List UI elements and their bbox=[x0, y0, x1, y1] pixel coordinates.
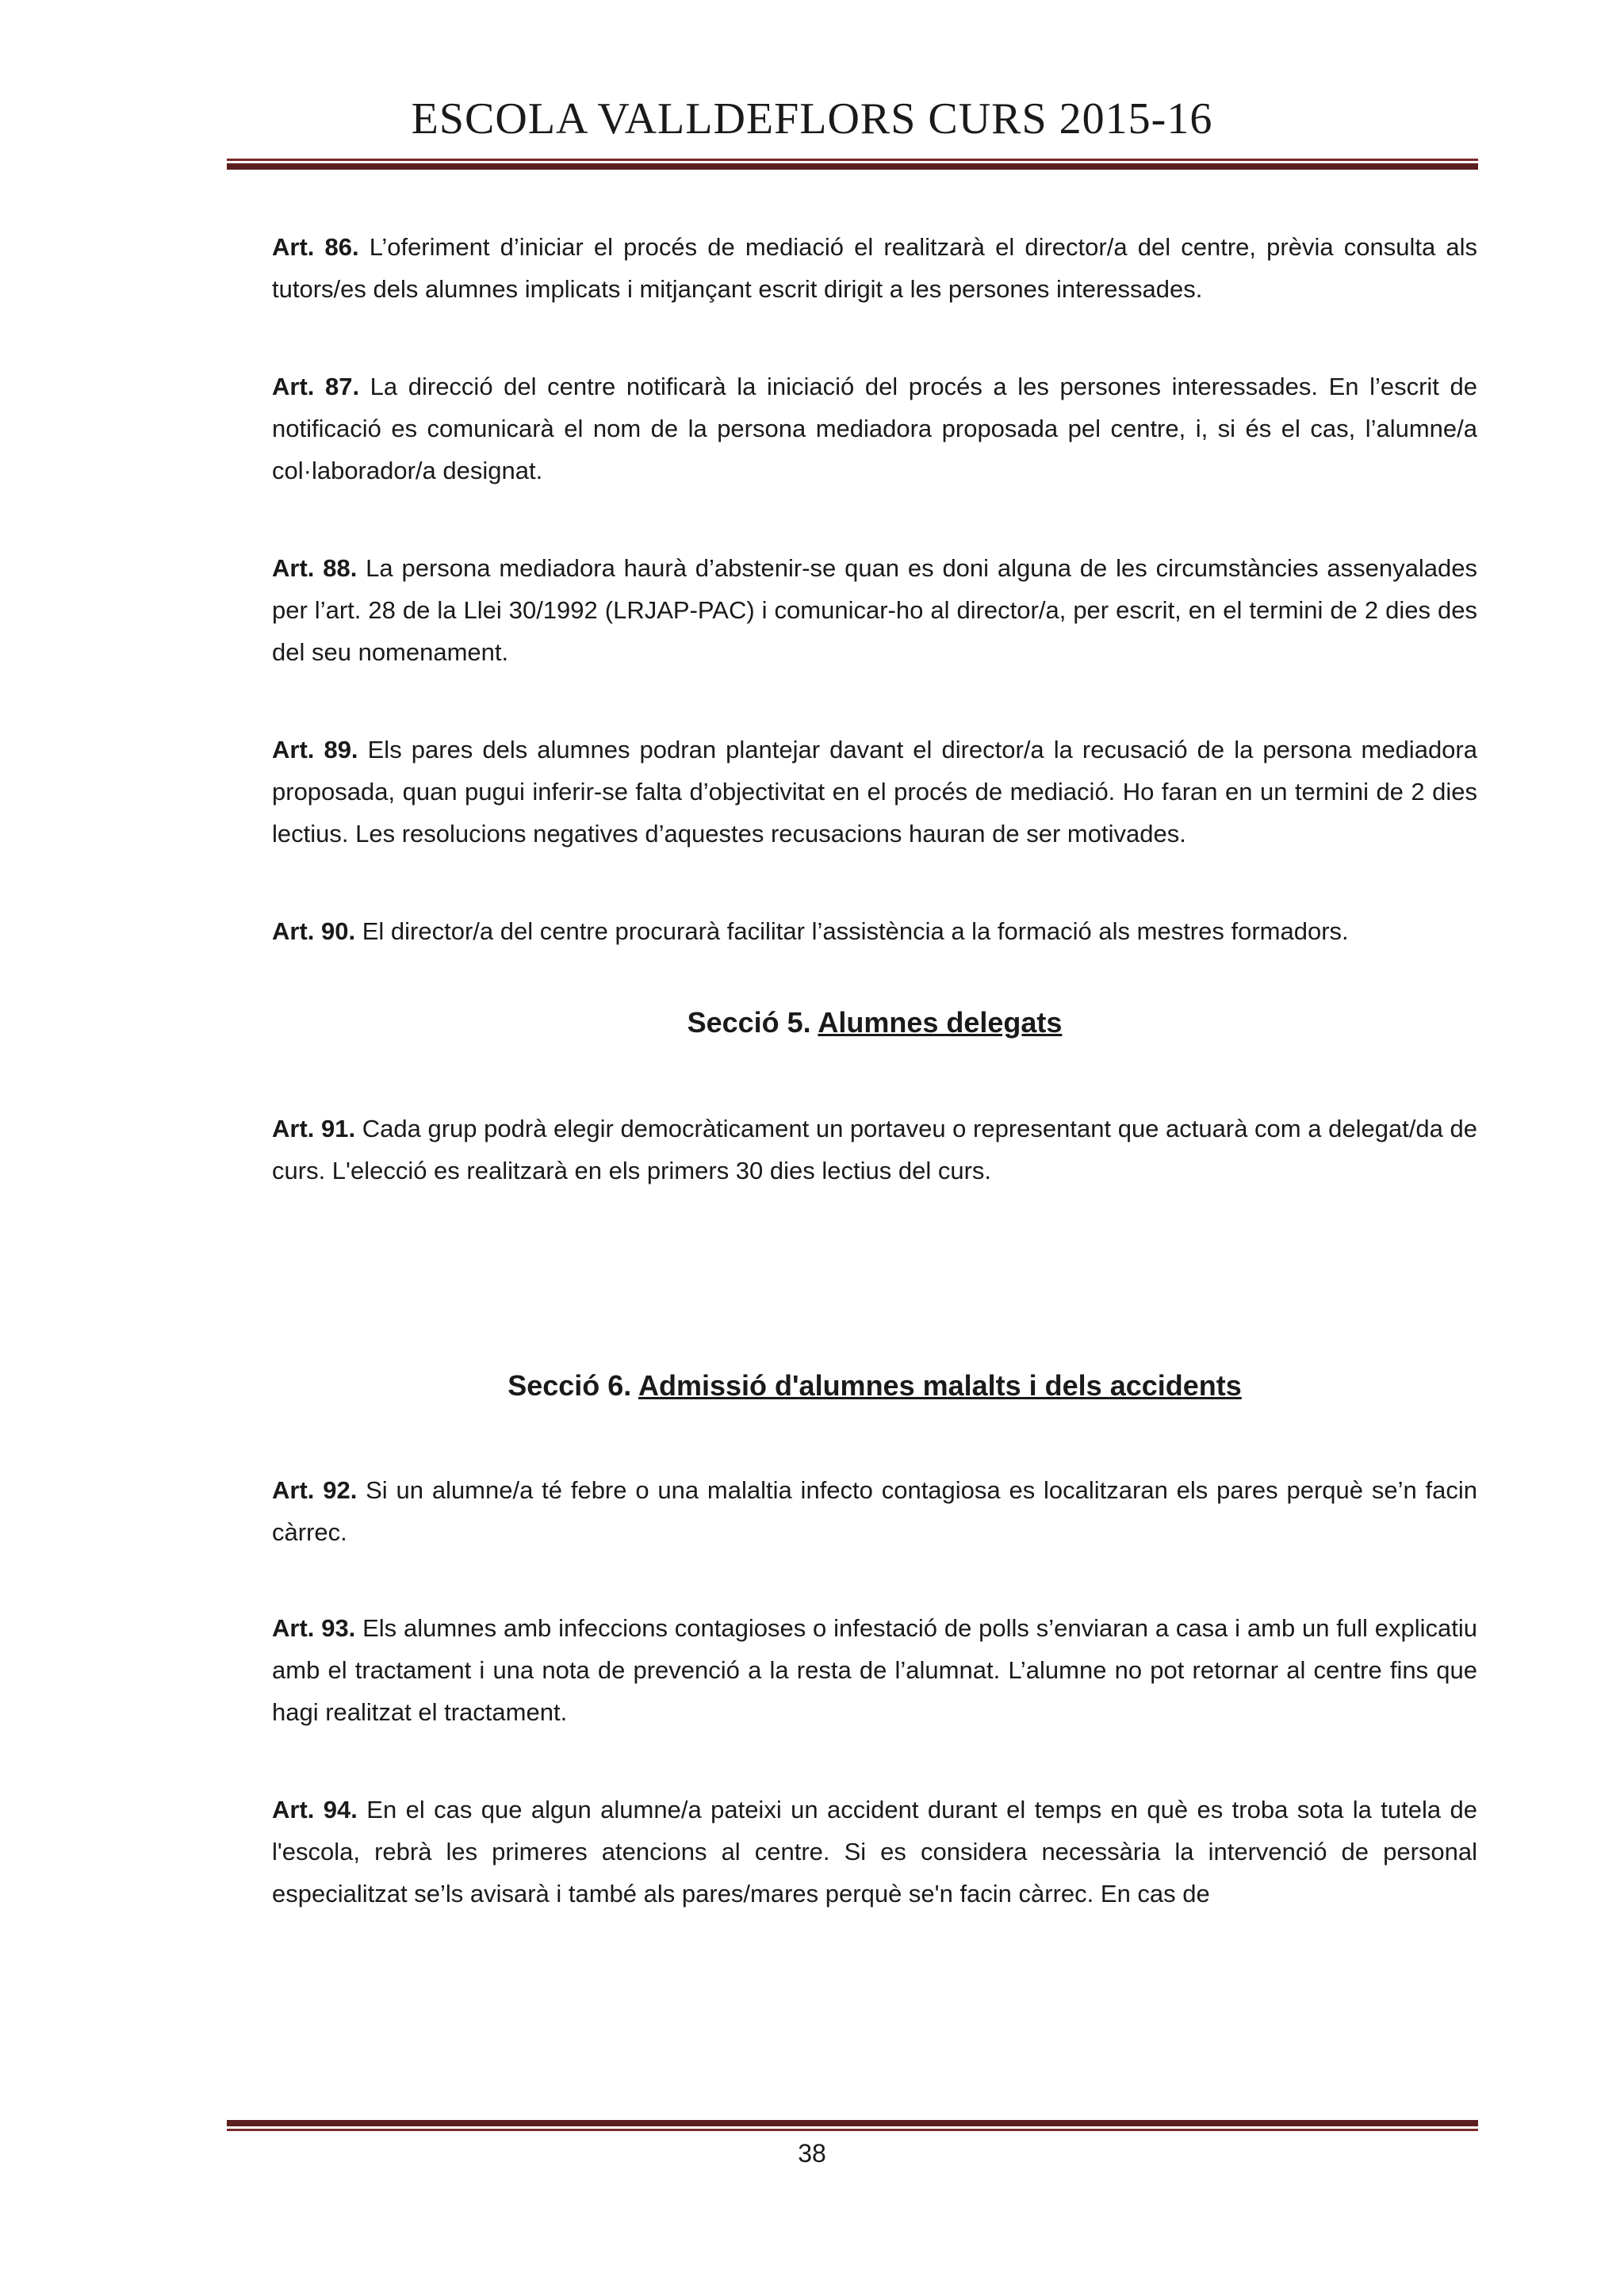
article-94 bbox=[272, 1789, 1477, 1915]
header-title: ESCOLA VALLDEFLORS CURS 2015-16 bbox=[411, 94, 1213, 144]
article-label: Art. 87. bbox=[272, 373, 360, 400]
section-heading-5 bbox=[272, 1006, 1477, 1039]
page-content bbox=[272, 226, 1477, 1915]
article-text: Si un alumne/a té febre o una malaltia infecto contagiosa es localitzaran els pares perquè se’n facin càrrec. bbox=[272, 1476, 1477, 1546]
section-prefix: Secció 5. bbox=[687, 1006, 818, 1039]
header-rule bbox=[227, 159, 1478, 170]
article-88 bbox=[272, 547, 1477, 673]
article-90 bbox=[272, 910, 1477, 952]
article-label: Art. 90. bbox=[272, 917, 356, 945]
section-title: Admissió d'alumnes malalts i dels accidents bbox=[638, 1369, 1242, 1402]
article-label: Art. 89. bbox=[272, 736, 358, 763]
article-89 bbox=[272, 729, 1477, 855]
article-label: Art. 94. bbox=[272, 1796, 358, 1823]
article-text: Els pares dels alumnes podran plantejar davant el director/a la recusació de la persona mediadora proposada, quan pugui inferir-se falta d’objectivitat en el procés de mediació. Ho faran en un termini de 2 dies lectius. Les resolucions negatives d’aquestes recusacions hauran de ser motivades. bbox=[272, 736, 1477, 848]
article-text: Cada grup podrà elegir democràticament un portaveu o representant que actuarà com a delegat/da de curs. L'elecció es realitzarà en els primers 30 dies lectius del curs. bbox=[272, 1115, 1477, 1184]
article-91 bbox=[272, 1108, 1477, 1192]
section-prefix: Secció 6. bbox=[508, 1369, 638, 1402]
article-label: Art. 93. bbox=[272, 1614, 356, 1642]
section-heading-6 bbox=[272, 1369, 1477, 1402]
article-label: Art. 86. bbox=[272, 233, 359, 261]
article-text: La direcció del centre notificarà la iniciació del procés a les persones interessades. En l’escrit de notificació es comunicarà el nom de la persona mediadora proposada pel centre, i, si és el cas, l’alumne/a col·laborador/a designat. bbox=[272, 373, 1477, 484]
article-label: Art. 91. bbox=[272, 1115, 356, 1142]
article-93 bbox=[272, 1607, 1477, 1733]
article-text: El director/a del centre procurarà facilitar l’assistència a la formació als mestres formadors. bbox=[355, 917, 1349, 945]
article-text: Els alumnes amb infeccions contagioses o infestació de polls s’enviaran a casa i amb un full explicatiu amb el tractament i una nota de prevenció a la resta de l’alumnat. L’alumne no pot retornar al centre fins que hagi realitzat el tractament. bbox=[272, 1614, 1477, 1726]
article-label: Art. 92. bbox=[272, 1476, 358, 1504]
article-86 bbox=[272, 226, 1477, 310]
article-92 bbox=[272, 1469, 1477, 1553]
article-text: L’oferiment d’iniciar el procés de mediació el realitzarà el director/a del centre, prèvia consulta als tutors/es dels alumnes implicats i mitjançant escrit dirigit a les persones interessades. bbox=[272, 233, 1477, 303]
article-87 bbox=[272, 365, 1477, 492]
article-text: La persona mediadora haurà d’abstenir-se quan es doni alguna de les circumstàncies assenyalades per l’art. 28 de la Llei 30/1992 (LRJAP-PAC) i comunicar-ho al director/a, per escrit, en el termini de 2 dies des del seu nomenament. bbox=[272, 554, 1477, 666]
footer-rule bbox=[227, 2120, 1478, 2131]
article-label: Art. 88. bbox=[272, 554, 358, 582]
page-number: 38 bbox=[798, 2139, 826, 2168]
section-title: Alumnes delegats bbox=[818, 1006, 1063, 1039]
article-text: En el cas que algun alumne/a pateixi un accident durant el temps en què es troba sota la tutela de l'escola, rebrà les primeres atencions al centre. Si es considera necessària la intervenció de personal especialitzat se’ls avisarà i també als pares/mares perquè se'n facin càrrec. En cas de bbox=[272, 1796, 1477, 1908]
